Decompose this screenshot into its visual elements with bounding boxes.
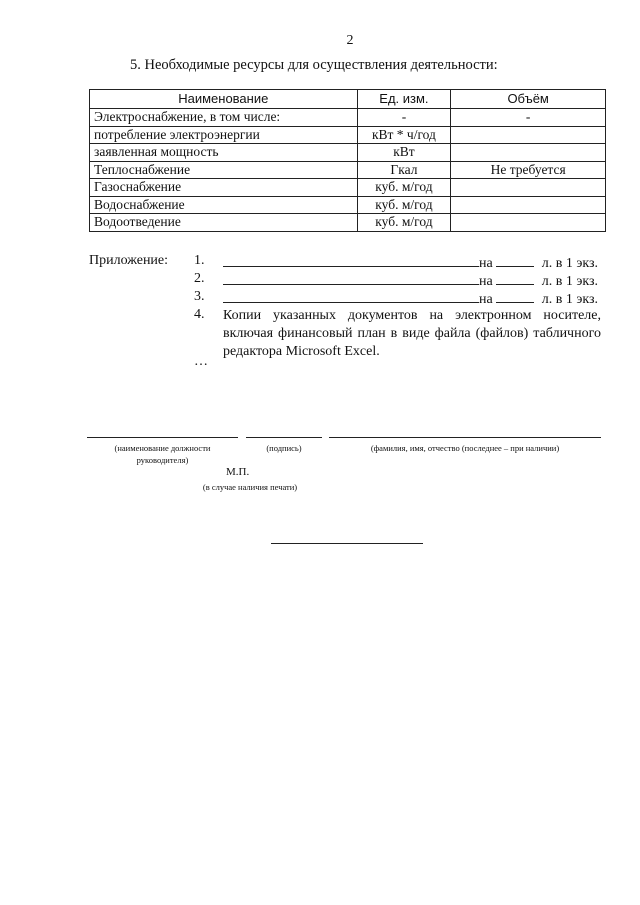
position-signature-line: [87, 437, 238, 438]
header-name: Наименование: [90, 90, 358, 109]
attachment-number: 3.: [194, 289, 205, 304]
document-name-line: [223, 289, 479, 303]
table-row: [90, 161, 606, 179]
attachments-label: Приложение:: [89, 253, 169, 268]
name-signature-line: [329, 437, 601, 438]
document-name-line: [223, 271, 479, 285]
stamp-label: М.П.: [226, 466, 250, 478]
copies-label: л. в 1 экз.: [541, 292, 598, 307]
table-row: [90, 196, 606, 214]
cell-volume: [451, 179, 606, 197]
table-row: [90, 126, 606, 144]
table-header-row: [90, 90, 606, 109]
resources-table: [89, 89, 606, 232]
cell-name: Электроснабжение, в том числе:: [90, 109, 358, 127]
cell-name: заявленная мощность: [90, 144, 358, 162]
header-unit: Ед. изм.: [357, 90, 451, 109]
document-name-line: [223, 253, 479, 267]
position-caption: [87, 442, 238, 466]
cell-unit: кВт: [357, 144, 451, 162]
stamp-note: (в случае наличия печати): [202, 482, 298, 492]
attachment-number: 1.: [194, 253, 205, 268]
cell-volume: [451, 126, 606, 144]
cell-unit: Гкал: [357, 161, 451, 179]
copies-label: л. в 1 экз.: [541, 256, 598, 271]
cell-name: Водоснабжение: [90, 196, 358, 214]
cell-unit: кВт * ч/год: [357, 126, 451, 144]
on-label: на: [479, 274, 493, 289]
signature-caption: (подпись): [266, 443, 302, 453]
cell-volume: -: [451, 109, 606, 127]
table-row: [90, 144, 606, 162]
section-title: 5. Необходимые ресурсы для осуществления деятельности:: [130, 57, 498, 73]
attachments-ellipsis: …: [194, 354, 208, 369]
attachment-item-4-text: Копии указанных документов на электронном носителе, включая финансовый план в виде файла (файлов) табличного редактора Microsoft Excel.: [223, 308, 601, 359]
cell-name: Газоснабжение: [90, 179, 358, 197]
cell-unit: куб. м/год: [357, 214, 451, 232]
table-row: [90, 214, 606, 232]
attachment-number: 2.: [194, 271, 205, 286]
cell-volume: [451, 196, 606, 214]
name-caption: (фамилия, имя, отчество (последнее – при наличии): [370, 443, 560, 453]
copies-label: л. в 1 экз.: [541, 274, 598, 289]
on-label: на: [479, 292, 493, 307]
position-caption-line-2: руководителя): [136, 455, 189, 465]
cell-name: Теплоснабжение: [90, 161, 358, 179]
cell-unit: куб. м/год: [357, 196, 451, 214]
table-row: [90, 109, 606, 127]
position-caption-line-1: (наименование должности: [114, 443, 211, 453]
end-of-document-line: [271, 543, 423, 544]
cell-volume: [451, 144, 606, 162]
cell-volume: [451, 214, 606, 232]
page-number: 2: [346, 33, 354, 48]
cell-name: Водоотведение: [90, 214, 358, 232]
signature-line: [246, 437, 322, 438]
sheet-count-line: [496, 271, 534, 285]
on-label: на: [479, 256, 493, 271]
cell-unit: -: [357, 109, 451, 127]
table-row: [90, 179, 606, 197]
header-volume: Объём: [451, 90, 606, 109]
cell-unit: куб. м/год: [357, 179, 451, 197]
cell-name: потребление электроэнергии: [90, 126, 358, 144]
attachment-number-4: 4.: [194, 307, 205, 322]
sheet-count-line: [496, 289, 534, 303]
cell-volume: Не требуется: [451, 161, 606, 179]
sheet-count-line: [496, 253, 534, 267]
